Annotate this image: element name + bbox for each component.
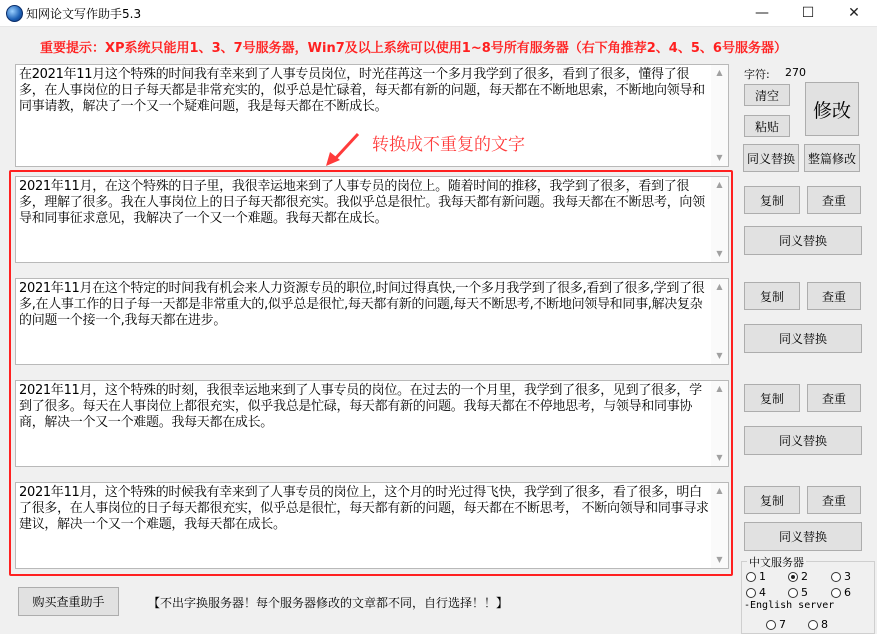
radio-label: 8 <box>821 618 828 631</box>
app-globe-icon <box>6 5 23 22</box>
radio-label: 3 <box>844 570 851 583</box>
radio-label: 5 <box>801 586 808 599</box>
result-text: 2021年11月，这个特殊的时刻，我很幸运地来到了人事专员的岗位。在过去的一个月里，我学到了很多，见到了很多，学到了很多。每天在人事岗位上都很充实，似乎我总是忙碌，每天都有新的问题。我每天都在不停地思考，与领导和同事协商，解决一个又一个难题。我每天都在成长。 <box>19 383 702 430</box>
server-hint-note: 【不出字换服务器！每个服务器修改的文章都不同，自行选择！！】 <box>148 596 509 610</box>
scroll-up-icon[interactable]: ▲ <box>716 486 723 495</box>
server-radio-1[interactable] <box>746 570 766 583</box>
result-scrollbar[interactable] <box>711 483 728 568</box>
scroll-down-icon[interactable]: ▼ <box>716 153 723 162</box>
server-radio-8[interactable] <box>808 618 828 631</box>
radio-circle-icon <box>766 620 776 630</box>
server-group-label: 中文服务器 <box>749 556 804 569</box>
annotation-text: 转换成不重复的文字 <box>372 135 525 155</box>
result-textarea-1[interactable] <box>15 176 729 263</box>
result-scrollbar[interactable] <box>711 177 728 262</box>
radio-label: 2 <box>801 570 808 583</box>
check-button-3[interactable]: 查重 <box>807 384 861 412</box>
scroll-up-icon[interactable]: ▲ <box>716 384 723 393</box>
scroll-up-icon[interactable]: ▲ <box>716 68 723 77</box>
radio-label: 4 <box>759 586 766 599</box>
paste-button[interactable]: 粘贴 <box>744 115 790 137</box>
char-count-value: 270 <box>785 66 806 79</box>
server-radio-2[interactable] <box>788 570 808 583</box>
result-text: 2021年11月，这个特殊的时候我有幸来到了人事专员的岗位上，这个月的时光过得飞快，我学到了很多，看了很多，明白了很多，在人事岗位的日子每天都很充实，似乎总是很忙，每天都有新的问题，每天都在不断思考， 不断向领导和同事寻求建议，解决一个又一个难题，我每天都在成长。 <box>19 485 709 532</box>
radio-circle-icon <box>808 620 818 630</box>
server-radio-6[interactable] <box>831 586 851 599</box>
server-radio-7[interactable] <box>766 618 786 631</box>
check-button-1[interactable]: 查重 <box>807 186 861 214</box>
clear-button[interactable]: 清空 <box>744 84 790 106</box>
important-notice: 重要提示：XP系统只能用1、3、7号服务器，Win7及以上系统可以使用1~8号所有服务器（右下角推荐2、4、5、6号服务器） <box>40 41 787 56</box>
radio-label: 7 <box>779 618 786 631</box>
radio-circle-icon <box>831 588 841 598</box>
scroll-down-icon[interactable]: ▼ <box>716 249 723 258</box>
radio-circle-icon <box>746 588 756 598</box>
radio-selected-icon <box>788 572 798 582</box>
window-title: 知网论文写作助手5.3 <box>26 7 142 21</box>
result-scrollbar[interactable] <box>711 279 728 364</box>
server-radio-5[interactable] <box>788 586 808 599</box>
synonym-button-2[interactable]: 同义替换 <box>744 324 862 353</box>
check-button-2[interactable]: 查重 <box>807 282 861 310</box>
result-textarea-3[interactable] <box>15 380 729 467</box>
full-modify-button[interactable]: 整篇修改 <box>804 144 860 172</box>
radio-label: 1 <box>759 570 766 583</box>
copy-button-2[interactable]: 复制 <box>744 282 800 310</box>
copy-button-4[interactable]: 复制 <box>744 486 800 514</box>
scroll-down-icon[interactable]: ▼ <box>716 453 723 462</box>
scroll-down-icon[interactable]: ▼ <box>716 351 723 360</box>
modify-button[interactable]: 修改 <box>805 82 859 136</box>
synonym-button-4[interactable]: 同义替换 <box>744 522 862 551</box>
radio-circle-icon <box>746 572 756 582</box>
english-server-label: -English server <box>744 600 835 611</box>
source-text: 在2021年11月这个特殊的时间我有幸来到了人事专员岗位，时光荏苒这一个多月我学到了很多，看到了很多，懂得了很多，在人事岗位的日子每天都是非常充实的，似乎总是忙碌着，每天都有新的问题，每天都在不断地思索，不断地向领导和同事请教，解决了一个又一个疑难问题，我是每天都在不断成长。 <box>19 67 705 114</box>
maximize-button[interactable]: ☐ <box>801 5 815 21</box>
scroll-up-icon[interactable]: ▲ <box>716 282 723 291</box>
result-textarea-4[interactable] <box>15 482 729 569</box>
server-radio-4[interactable] <box>746 586 766 599</box>
result-text: 2021年11月，在这个特殊的日子里，我很幸运地来到了人事专员的岗位上。随着时间的推移，我学到了很多，看到了很多，理解了很多。我在人事岗位上的日子每天都很充实。我似乎总是很忙。我每天都有新问题。我每天都在不断思考，向领导和同事征求意见，我解决了一个又一个难题。我每天都在成长。 <box>19 179 705 226</box>
synonym-button-3[interactable]: 同义替换 <box>744 426 862 455</box>
copy-button-3[interactable]: 复制 <box>744 384 800 412</box>
check-button-4[interactable]: 查重 <box>807 486 861 514</box>
minimize-button[interactable]: — <box>755 5 769 21</box>
radio-circle-icon <box>831 572 841 582</box>
copy-button-1[interactable]: 复制 <box>744 186 800 214</box>
radio-label: 6 <box>844 586 851 599</box>
title-bar <box>0 0 877 27</box>
scroll-down-icon[interactable]: ▼ <box>716 555 723 564</box>
buy-check-helper-button[interactable]: 购买查重助手 <box>18 587 119 616</box>
result-text: 2021年11月在这个特定的时间我有机会来人力资源专员的职位,时间过得真快,一个多月我学到了很多,看到了很多,学到了很多,在人事工作的日子每一天都是非常重大的,似乎总是很忙,每天都有新的问题,每天不断思考,不断地问领导和同事,解决复杂的问题一个接一个,我每天都在进步。 <box>19 281 705 328</box>
source-scrollbar[interactable] <box>711 65 728 166</box>
annotation-arrow-icon <box>324 128 364 168</box>
synonym-replace-button[interactable]: 同义替换 <box>743 144 799 172</box>
result-textarea-2[interactable] <box>15 278 729 365</box>
radio-circle-icon <box>788 588 798 598</box>
synonym-button-1[interactable]: 同义替换 <box>744 226 862 255</box>
char-count-label: 字符: <box>744 68 770 81</box>
server-radio-3[interactable] <box>831 570 851 583</box>
close-button[interactable]: ✕ <box>848 5 860 21</box>
scroll-up-icon[interactable]: ▲ <box>716 180 723 189</box>
result-scrollbar[interactable] <box>711 381 728 466</box>
